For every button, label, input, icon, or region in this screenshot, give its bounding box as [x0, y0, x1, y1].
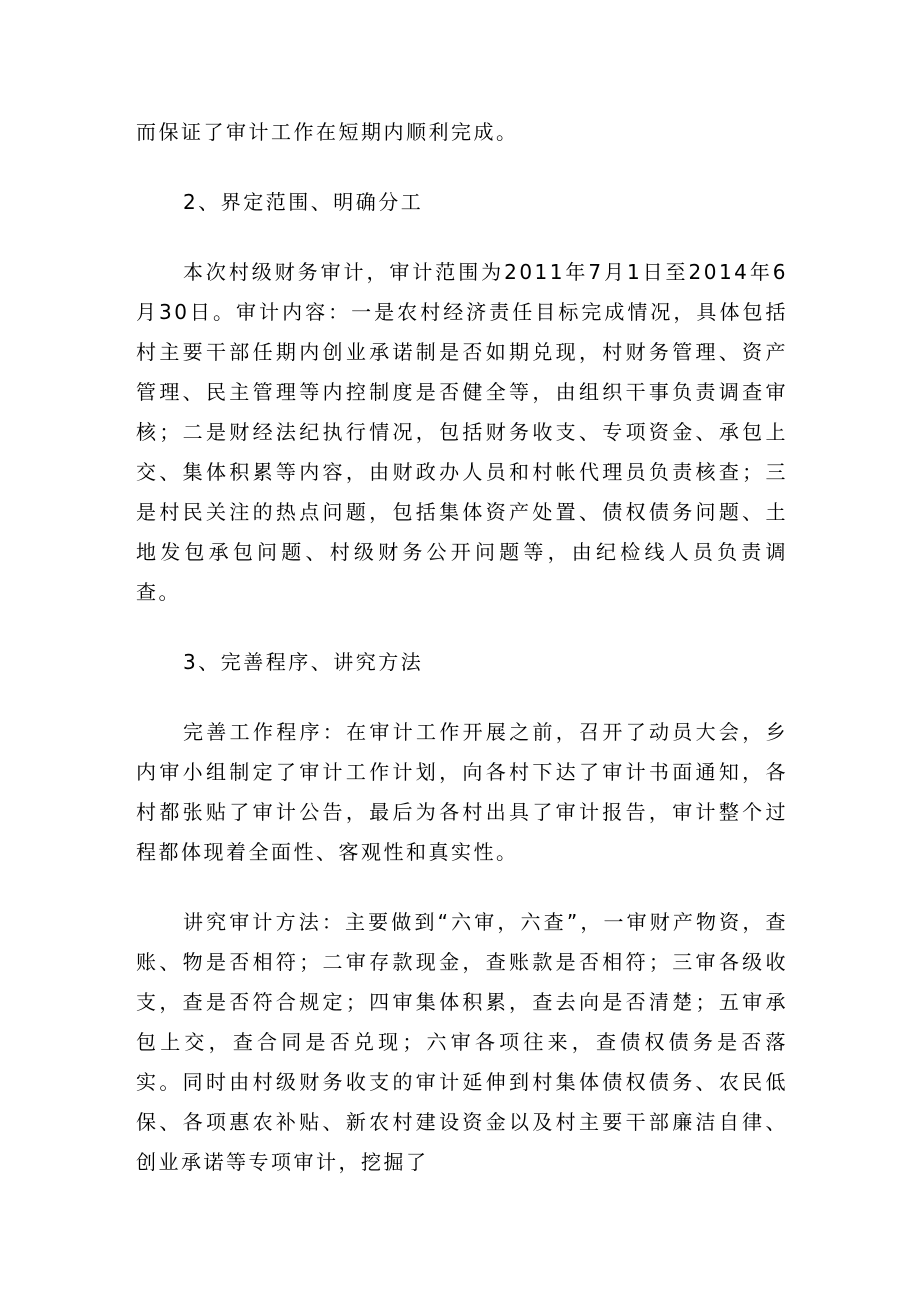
section-heading-scope: 2、界定范围、明确分工	[183, 190, 424, 214]
paragraph-audit-scope: 本次村级财务审计，审计范围为2011年7月1日至2014年6月30日。审计内容：一是农村经济责任目标完成情况，具体包括村主要干部任期内创业承诺制是否如期兑现，村财务管理、资产管理、民主管理等内控制度是否健全等，由组织干事负责调查审核；二是财经法纪执行情况，包括财务收支、专项资金、承包上交、集体积累等内容，由财政办人员和村帐代理员负责核查；三是村民关注的热点问题，包括集体资产处置、债权债务问题、土地发包承包问题、村级财务公开问题等，由纪检线人员负责调查。	[136, 260, 788, 604]
paragraph-procedure: 完善工作程序：在审计工作开展之前，召开了动员大会，乡内审小组制定了审计工作计划，向各村下达了审计书面通知，各村都张贴了审计公告，最后为各村出具了审计报告，审计整个过程都体现着全面性、客观性和真实性。	[136, 720, 788, 864]
section-heading-procedure: 3、完善程序、讲究方法	[183, 650, 424, 674]
paragraph-continuation: 而保证了审计工作在短期内顺利完成。	[136, 120, 519, 144]
paragraph-methods: 讲究审计方法：主要做到“六审，六查”，一审财产物资，查账、物是否相符；二审存款现金，查账款是否相符；三审各级收支，查是否符合规定；四审集体积累，查去向是否清楚；五审承包上交，查合同是否兑现；六审各项往来，查债权债务是否落实。同时由村级财务收支的审计延伸到村集体债权债务、农民低保、各项惠农补贴、新农村建设资金以及村主要干部廉洁自律、创业承诺等专项审计，挖掘了	[136, 910, 788, 1174]
